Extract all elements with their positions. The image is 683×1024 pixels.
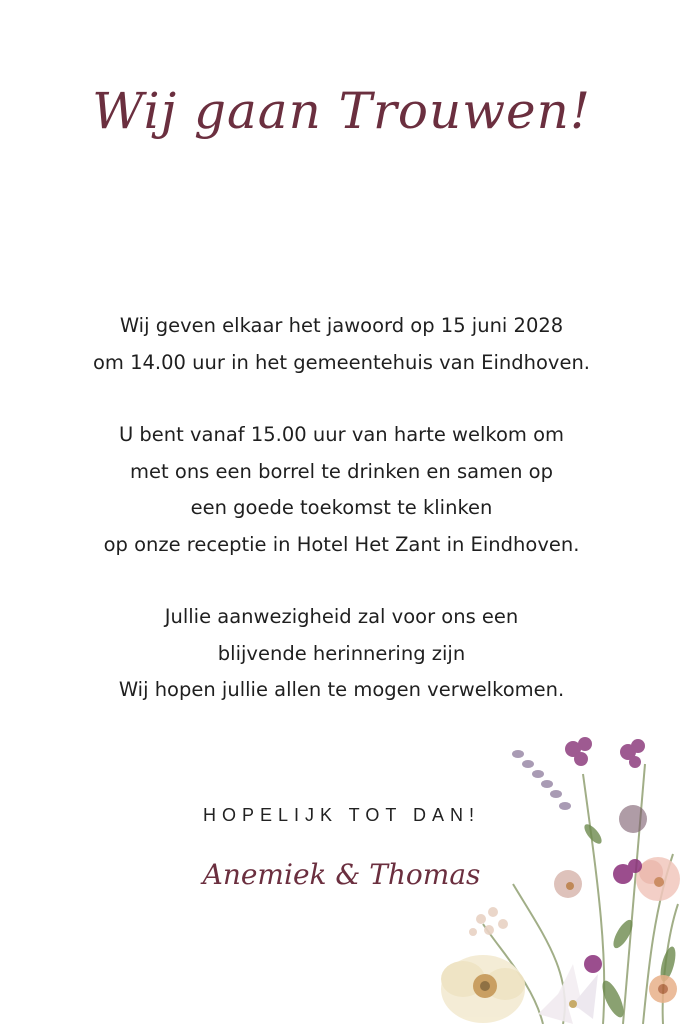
body-line: Wij geven elkaar het jawoord op 15 juni 2028 (119, 314, 564, 337)
heading: Wij gaan Trouwen! (92, 82, 591, 140)
invitation-body (0, 308, 683, 745)
body-line: een goede toekomst te klinken (190, 496, 493, 519)
paragraph-closing (0, 599, 683, 709)
body-line: Wij hopen jullie allen te mogen verwelkomen. (118, 678, 565, 701)
body-line: blijvende herinnering zijn (217, 641, 466, 665)
closing-text: HOPELIJK TOT DAN! (202, 805, 481, 825)
signature: Anemiek & Thomas (202, 858, 481, 891)
body-line: om 14.00 uur in het gemeentehuis van Eindhoven. (92, 350, 591, 374)
paragraph-reception (0, 417, 683, 563)
body-line: op onze receptie in Hotel Het Zant in Eindhoven. (103, 532, 580, 556)
wildflowers-decoration-icon (423, 734, 683, 1024)
paragraph-ceremony (0, 308, 683, 381)
body-line: U bent vanaf 15.00 uur van harte welkom om (118, 423, 565, 446)
body-line: Jullie aanwezigheid zal voor ons een (164, 605, 519, 628)
body-line: met ons een borrel te drinken en samen op (130, 459, 553, 483)
